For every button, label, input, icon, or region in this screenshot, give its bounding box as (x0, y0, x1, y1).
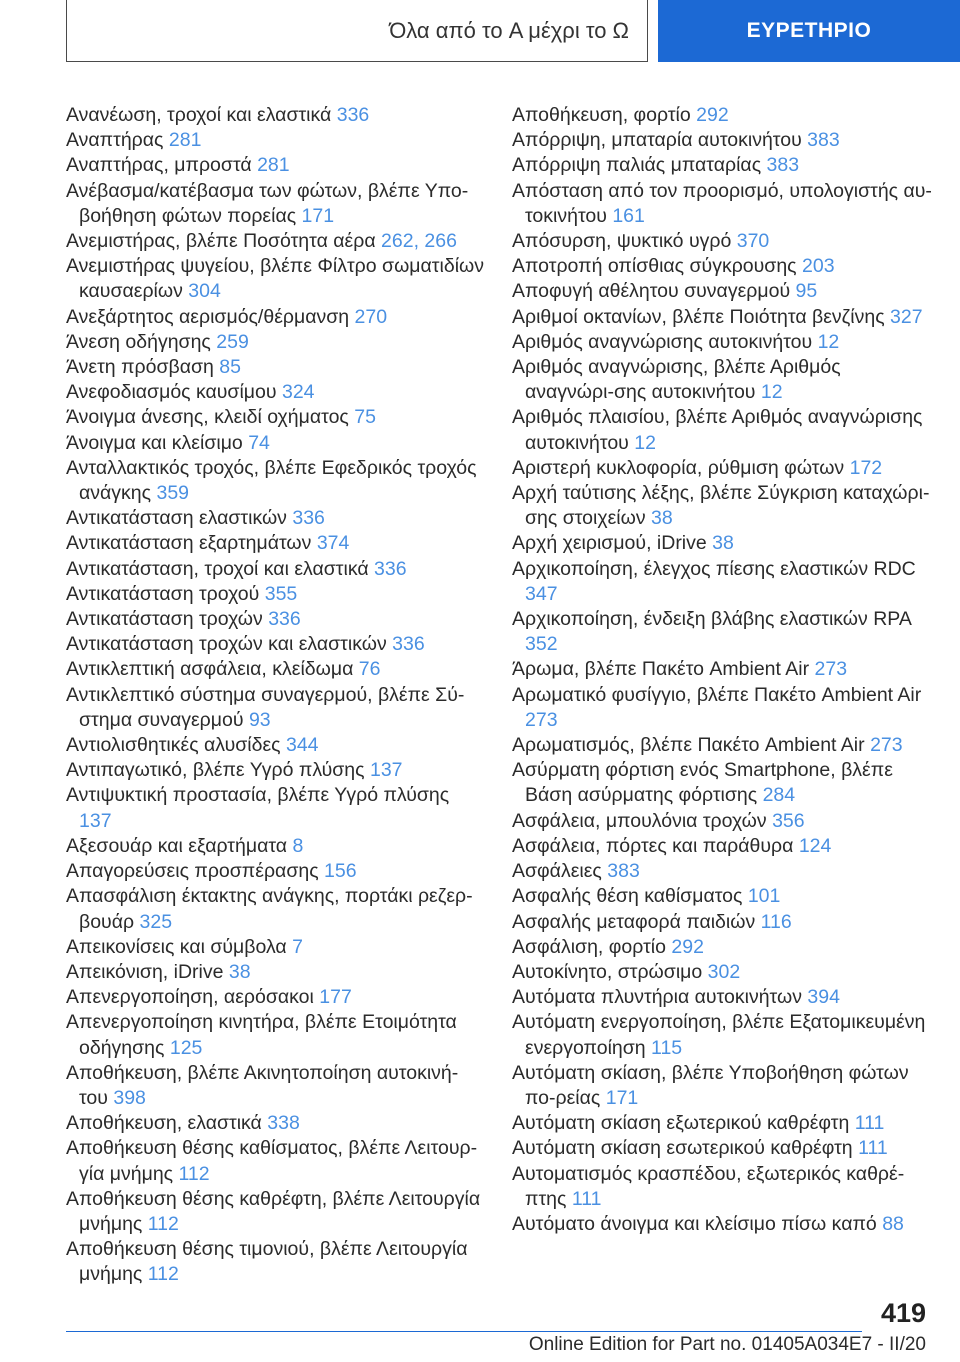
index-entry (66, 1061, 486, 1111)
index-tab-label: ΕΥΡΕΤΗΡΙΟ (746, 19, 872, 42)
index-term: Αυτόματη ενεργοποίηση, βλέπε Εξατομικευμένη ενεργοποίηση (512, 1011, 926, 1059)
footer (0, 1334, 926, 1356)
index-term: Ανταλλακτικός τροχός, βλέπε Εφεδρικός τροχός ανάγκης (66, 456, 477, 505)
index-term: Αντικλεπτικό σύστημα συναγερμού, βλέπε Σύ-στημα συναγερμού (66, 683, 465, 731)
page-link[interactable]: 356 (772, 809, 805, 832)
index-entry (512, 1162, 932, 1212)
index-term: Άρωμα, βλέπε Πακέτο Ambient Air (512, 658, 815, 681)
index-term: Αρχή ταύτισης λέξης, βλέπε Σύγκριση καταχώρι-σης στοιχείων (512, 482, 930, 530)
index-entry (66, 103, 486, 128)
page-link[interactable]: 324 (281, 381, 315, 404)
index-term: Αντιολισθητικές αλυσίδες (66, 734, 286, 757)
index-entry (512, 305, 932, 330)
index-term: Αντικατάσταση ελαστικών (66, 507, 293, 530)
page-link[interactable]: 115 (651, 1036, 683, 1059)
index-term: Ανεφοδιασμός καυσίμου (66, 381, 282, 404)
index-column-right (512, 103, 932, 1237)
index-term: Αποθήκευση θέσης καθίσματος, βλέπε Λειτουρ-γία μνήμης (66, 1137, 478, 1185)
index-term: Αποθήκευση θέσης καθρέφτη, βλέπε Λειτουργία μνήμης (66, 1187, 481, 1235)
index-term: Αντικατάσταση τροχού (66, 582, 265, 605)
index-term: Αντιπαγωτικό, βλέπε Υγρό πλύσης (66, 759, 370, 782)
index-entry (512, 985, 932, 1010)
index-term: Ανεμιστήρας ψυγείου, βλέπε Φίλτρο σωματιδίων καυσαερίων (66, 255, 485, 303)
index-term: Άνεση οδήγησης (66, 330, 217, 353)
index-entry (512, 229, 932, 254)
index-entry (66, 456, 486, 506)
index-entry (66, 632, 486, 657)
chapter-title: Όλα από το A μέχρι το Ω (389, 17, 629, 43)
index-term: Αντιψυκτική προστασία, βλέπε Υγρό πλύσης (66, 784, 450, 807)
index-entry (66, 355, 486, 380)
index-entry (512, 153, 932, 178)
page-link[interactable]: 137 (369, 759, 403, 782)
page-link[interactable]: 125 (169, 1036, 203, 1059)
page-link[interactable]: 262, 266 (381, 230, 457, 253)
footer-edition: Online Edition for Part no. 01405A034E7 - II/20 (528, 1334, 926, 1355)
page-link[interactable]: 292 (671, 935, 704, 958)
index-entry (512, 456, 932, 481)
index-entry (512, 254, 932, 279)
page-link[interactable]: 74 (248, 431, 270, 454)
index-entry (512, 279, 932, 304)
index-term: Απενεργοποίηση κινητήρα, βλέπε Ετοιμότητα οδήγησης (66, 1011, 457, 1059)
index-term: Αυτόματη σκίαση, βλέπε Υποβοήθηση φώτων πο-ρείας (512, 1061, 909, 1109)
index-term: Απόρριψη παλιάς μπαταρίας (512, 154, 767, 177)
page-link[interactable]: 394 (807, 986, 840, 1009)
index-entry (66, 1111, 486, 1136)
page-link[interactable]: 161 (612, 204, 645, 227)
index-term: Αρωματισμός, βλέπε Πακέτο Ambient Air (512, 734, 871, 757)
index-term: Αρχικοποίηση, έλεγχος πίεσης ελαστικών RDC (512, 557, 916, 580)
index-entry (512, 531, 932, 556)
index-entry (66, 128, 486, 153)
page-link[interactable]: 273 (870, 734, 903, 757)
index-term: Αντικατάσταση τροχών και ελαστικών (66, 633, 393, 656)
page-link[interactable]: 38 (228, 960, 251, 983)
index-term: Ασύρματη φόρτιση ενός Smartphone, βλέπε Βάση ασύρματης φόρτισης (512, 759, 893, 807)
index-entry (66, 1237, 486, 1287)
index-entry (66, 733, 486, 758)
index-entry (512, 1061, 932, 1111)
index-term: Αντικατάσταση, τροχοί και ελαστικά (66, 557, 375, 580)
index-entry (512, 607, 932, 657)
index-entry (512, 355, 932, 405)
index-column-left (66, 103, 486, 1288)
page-link[interactable]: 336 (374, 557, 407, 580)
page-link[interactable]: 203 (802, 255, 835, 278)
index-entry (512, 910, 932, 935)
index-term: Άνετη πρόσβαση (66, 356, 220, 379)
page-link[interactable]: 76 (358, 658, 381, 681)
page-link[interactable]: 336 (268, 608, 301, 631)
page-link[interactable]: 347 (525, 582, 558, 605)
index-entry (66, 557, 486, 582)
page-link[interactable]: 398 (113, 1086, 146, 1109)
index-term: Ασφάλεια, πόρτες και παράθυρα (512, 834, 799, 857)
page-link[interactable]: 336 (336, 104, 370, 126)
index-term: Ανανέωση, τροχοί και ελαστικά (66, 104, 337, 126)
index-term: Αναπτήρας, μπροστά (66, 154, 258, 177)
page-link[interactable]: 325 (139, 910, 173, 933)
index-term: Αριθμοί οκτανίων, βλέπε Ποιότητα βενζίνης (512, 305, 891, 328)
index-entry (512, 758, 932, 808)
index-entry (66, 960, 486, 985)
index-entry (66, 405, 486, 430)
index-term: Αυτόματα πλυντήρια αυτοκινήτων (512, 986, 808, 1009)
index-entry (512, 557, 932, 607)
page-link[interactable]: 137 (79, 809, 112, 832)
page-link[interactable]: 8 (292, 834, 304, 857)
index-term: Ασφάλιση, φορτίο (512, 935, 672, 958)
index-entry (512, 960, 932, 985)
page-link[interactable]: 95 (795, 280, 818, 303)
index-term: Αποφυγή αθέλητου συναγερμού (512, 280, 796, 303)
index-entry (66, 834, 486, 859)
index-entry (512, 128, 932, 153)
index-entry (66, 431, 486, 456)
page-link[interactable]: 304 (188, 280, 221, 303)
page-link[interactable]: 383 (766, 154, 800, 177)
page-link[interactable]: 338 (267, 1112, 300, 1135)
page-link[interactable]: 336 (392, 633, 425, 656)
page-link[interactable]: 112 (147, 1263, 179, 1286)
index-entry (66, 935, 486, 960)
index-tab[interactable] (658, 0, 960, 62)
index-term: Αρωματικό φυσίγγιο, βλέπε Πακέτο Ambient Air (512, 683, 922, 706)
index-entry (512, 859, 932, 884)
page-link[interactable]: 111 (571, 1187, 602, 1210)
page-link[interactable]: 75 (354, 406, 376, 429)
page-link[interactable]: 88 (882, 1212, 904, 1235)
page-number: 419 (880, 1298, 926, 1328)
index-entry (512, 481, 932, 531)
index-entry (66, 859, 486, 884)
index-entry (512, 809, 932, 834)
index-entry (66, 506, 486, 531)
page-link[interactable]: 273 (525, 708, 558, 731)
index-term: Απενεργοποίηση, αερόσακοι (66, 986, 320, 1009)
index-entry (66, 153, 486, 178)
index-term: Αντικλεπτική ασφάλεια, κλείδωμα (66, 658, 359, 681)
index-entry (512, 733, 932, 758)
index-term: Αρχή χειρισμού, iDrive (512, 532, 713, 555)
index-term: Αριθμός πλαισίου, βλέπε Αριθμός αναγνώρισης αυτοκινήτου (512, 406, 923, 454)
page-link[interactable]: 112 (147, 1212, 179, 1235)
page-link[interactable]: 112 (178, 1162, 210, 1185)
index-term: Ανεξάρτητος αερισμός/θέρμανση (66, 305, 355, 328)
page-link[interactable]: 124 (798, 834, 832, 857)
index-term: Αυτόματη σκίαση εσωτερικού καθρέφτη (512, 1137, 859, 1160)
footer-divider (66, 1331, 862, 1332)
index-entry (66, 1010, 486, 1060)
page-link[interactable]: 359 (156, 482, 190, 505)
index-term: Άνοιγμα άνεσης, κλειδί οχήματος (66, 406, 355, 429)
index-term: Αυτοκίνητο, στρώσιμο (512, 960, 708, 983)
page-link[interactable]: 270 (354, 305, 388, 328)
page-link[interactable]: 12 (817, 330, 840, 353)
index-term: Απαγορεύσεις προσπέρασης (66, 860, 325, 883)
index-term: Αποθήκευση, βλέπε Ακινητοποίηση αυτοκινή-του (66, 1061, 459, 1109)
index-entry (66, 179, 486, 229)
index-term: Αποτροπή οπίσθιας σύγκρουσης (512, 255, 802, 278)
index-entry (66, 254, 486, 304)
index-term: Αποθήκευση, ελαστικά (66, 1112, 268, 1135)
index-term: Αρχικοποίηση, ένδειξη βλάβης ελαστικών RPA (512, 608, 911, 631)
index-term: Αυτοματισμός κρασπέδου, εξωτερικός καθρέ-πτης (512, 1162, 905, 1210)
index-entry (66, 1136, 486, 1186)
page-link[interactable]: 273 (814, 658, 848, 681)
page-link[interactable]: 111 (854, 1112, 885, 1135)
index-term: Ασφάλεια, μπουλόνια τροχών (512, 809, 773, 832)
index-term: Απόσταση από τον προορισμό, υπολογιστής αυ-τοκινήτου (512, 179, 932, 227)
index-term: Αποθήκευση θέσης τιμονιού, βλέπε Λειτουργία μνήμης (66, 1238, 468, 1286)
index-entry (512, 1136, 932, 1161)
page-link[interactable]: 172 (849, 456, 883, 479)
page-link[interactable]: 327 (890, 305, 923, 328)
page-link[interactable]: 259 (216, 330, 249, 353)
page-link[interactable]: 352 (525, 633, 558, 656)
page-link[interactable]: 93 (248, 708, 271, 731)
index-entry (66, 607, 486, 632)
page-link[interactable]: 374 (316, 532, 350, 555)
index-entry (512, 935, 932, 960)
index-entry (512, 405, 932, 455)
page-link[interactable]: 7 (292, 935, 303, 958)
index-entry (66, 985, 486, 1010)
index-entry (512, 330, 932, 355)
index-entry (512, 683, 932, 733)
page-link[interactable]: 156 (324, 860, 357, 883)
index-entry (512, 103, 932, 128)
page-link[interactable]: 38 (651, 507, 673, 530)
page-link[interactable]: 101 (747, 885, 781, 908)
page-link[interactable]: 171 (301, 204, 335, 227)
index-entry (512, 1212, 932, 1237)
index-entry (66, 657, 486, 682)
index-term: Ανέβασμα/κατέβασμα των φώτων, βλέπε Υπο-βοήθηση φώτων πορείας (66, 179, 469, 227)
page-link[interactable]: 370 (736, 230, 770, 253)
index-term: Απεικόνιση, iDrive (66, 960, 229, 983)
index-term: Αριθμός αναγνώρισης, βλέπε Αριθμός αναγνώρι-σης αυτοκινήτου (512, 356, 841, 404)
page-link[interactable]: 281 (168, 129, 202, 152)
index-term: Ασφαλής θέση καθίσματος (512, 885, 748, 908)
index-term: Άνοιγμα και κλείσιμο (66, 431, 249, 454)
page-link[interactable]: 38 (712, 532, 734, 555)
page-link[interactable]: 383 (607, 860, 640, 883)
index-entry (66, 330, 486, 355)
index-entry (66, 758, 486, 783)
index-term: Αποθήκευση, φορτίο (512, 104, 697, 126)
index-term: Ασφαλής μεταφορά παιδιών (512, 910, 761, 933)
index-term: Αξεσουάρ και εξαρτήματα (66, 834, 293, 857)
page-link[interactable]: 12 (634, 431, 656, 454)
page-link[interactable]: 116 (760, 910, 792, 933)
page-link[interactable]: 336 (292, 507, 325, 530)
page-link[interactable]: 284 (762, 784, 796, 807)
index-entry (66, 783, 486, 833)
index-term: Αναπτήρας (66, 129, 169, 152)
page-link[interactable]: 171 (605, 1086, 639, 1109)
index-term: Αριστερή κυκλοφορία, ρύθμιση φώτων (512, 456, 850, 479)
page-link[interactable]: 355 (264, 582, 298, 605)
page-link[interactable]: 111 (858, 1137, 888, 1160)
page-link[interactable]: 292 (696, 104, 729, 126)
index-entry (512, 884, 932, 909)
index-term: Ασφάλειες (512, 860, 608, 883)
index-entry (512, 834, 932, 859)
page-link[interactable]: 177 (319, 986, 352, 1009)
index-entry (66, 1187, 486, 1237)
index-term: Αυτόματο άνοιγμα και κλείσιμο πίσω καπό (512, 1212, 883, 1235)
index-term: Απεικονίσεις και σύμβολα (66, 935, 293, 958)
index-term: Απόσυρση, ψυκτικό υγρό (512, 230, 737, 253)
index-entry (66, 305, 486, 330)
page-link[interactable]: 281 (257, 154, 290, 177)
index-term: Απόρριψη, μπαταρία αυτοκινήτου (512, 129, 808, 152)
index-entry (512, 179, 932, 229)
index-term: Αντικατάσταση τροχών (66, 608, 269, 631)
page-link[interactable]: 85 (219, 356, 241, 379)
index-term: Αριθμός αναγνώρισης αυτοκινήτου (512, 330, 818, 353)
index-entry (66, 380, 486, 405)
index-entry (66, 884, 486, 934)
index-term: Αντικατάσταση εξαρτημάτων (66, 532, 317, 555)
index-entry (66, 229, 486, 254)
index-entry (66, 683, 486, 733)
page-link[interactable]: 302 (707, 960, 741, 983)
index-entry (512, 1111, 932, 1136)
index-term: Απασφάλιση έκτακτης ανάγκης, πορτάκι ρεζερ-βουάρ (66, 885, 473, 933)
index-term: Ανεμιστήρας, βλέπε Ποσότητα αέρα (66, 230, 382, 253)
index-entry (512, 657, 932, 682)
page-link[interactable]: 344 (285, 734, 319, 757)
page-link[interactable]: 12 (760, 381, 783, 404)
index-entry (66, 531, 486, 556)
page-link[interactable]: 383 (807, 129, 840, 152)
index-entry (512, 1010, 932, 1060)
index-term: Αυτόματη σκίαση εξωτερικού καθρέφτη (512, 1112, 855, 1135)
chapter-tab[interactable] (66, 0, 648, 62)
index-entry (66, 582, 486, 607)
